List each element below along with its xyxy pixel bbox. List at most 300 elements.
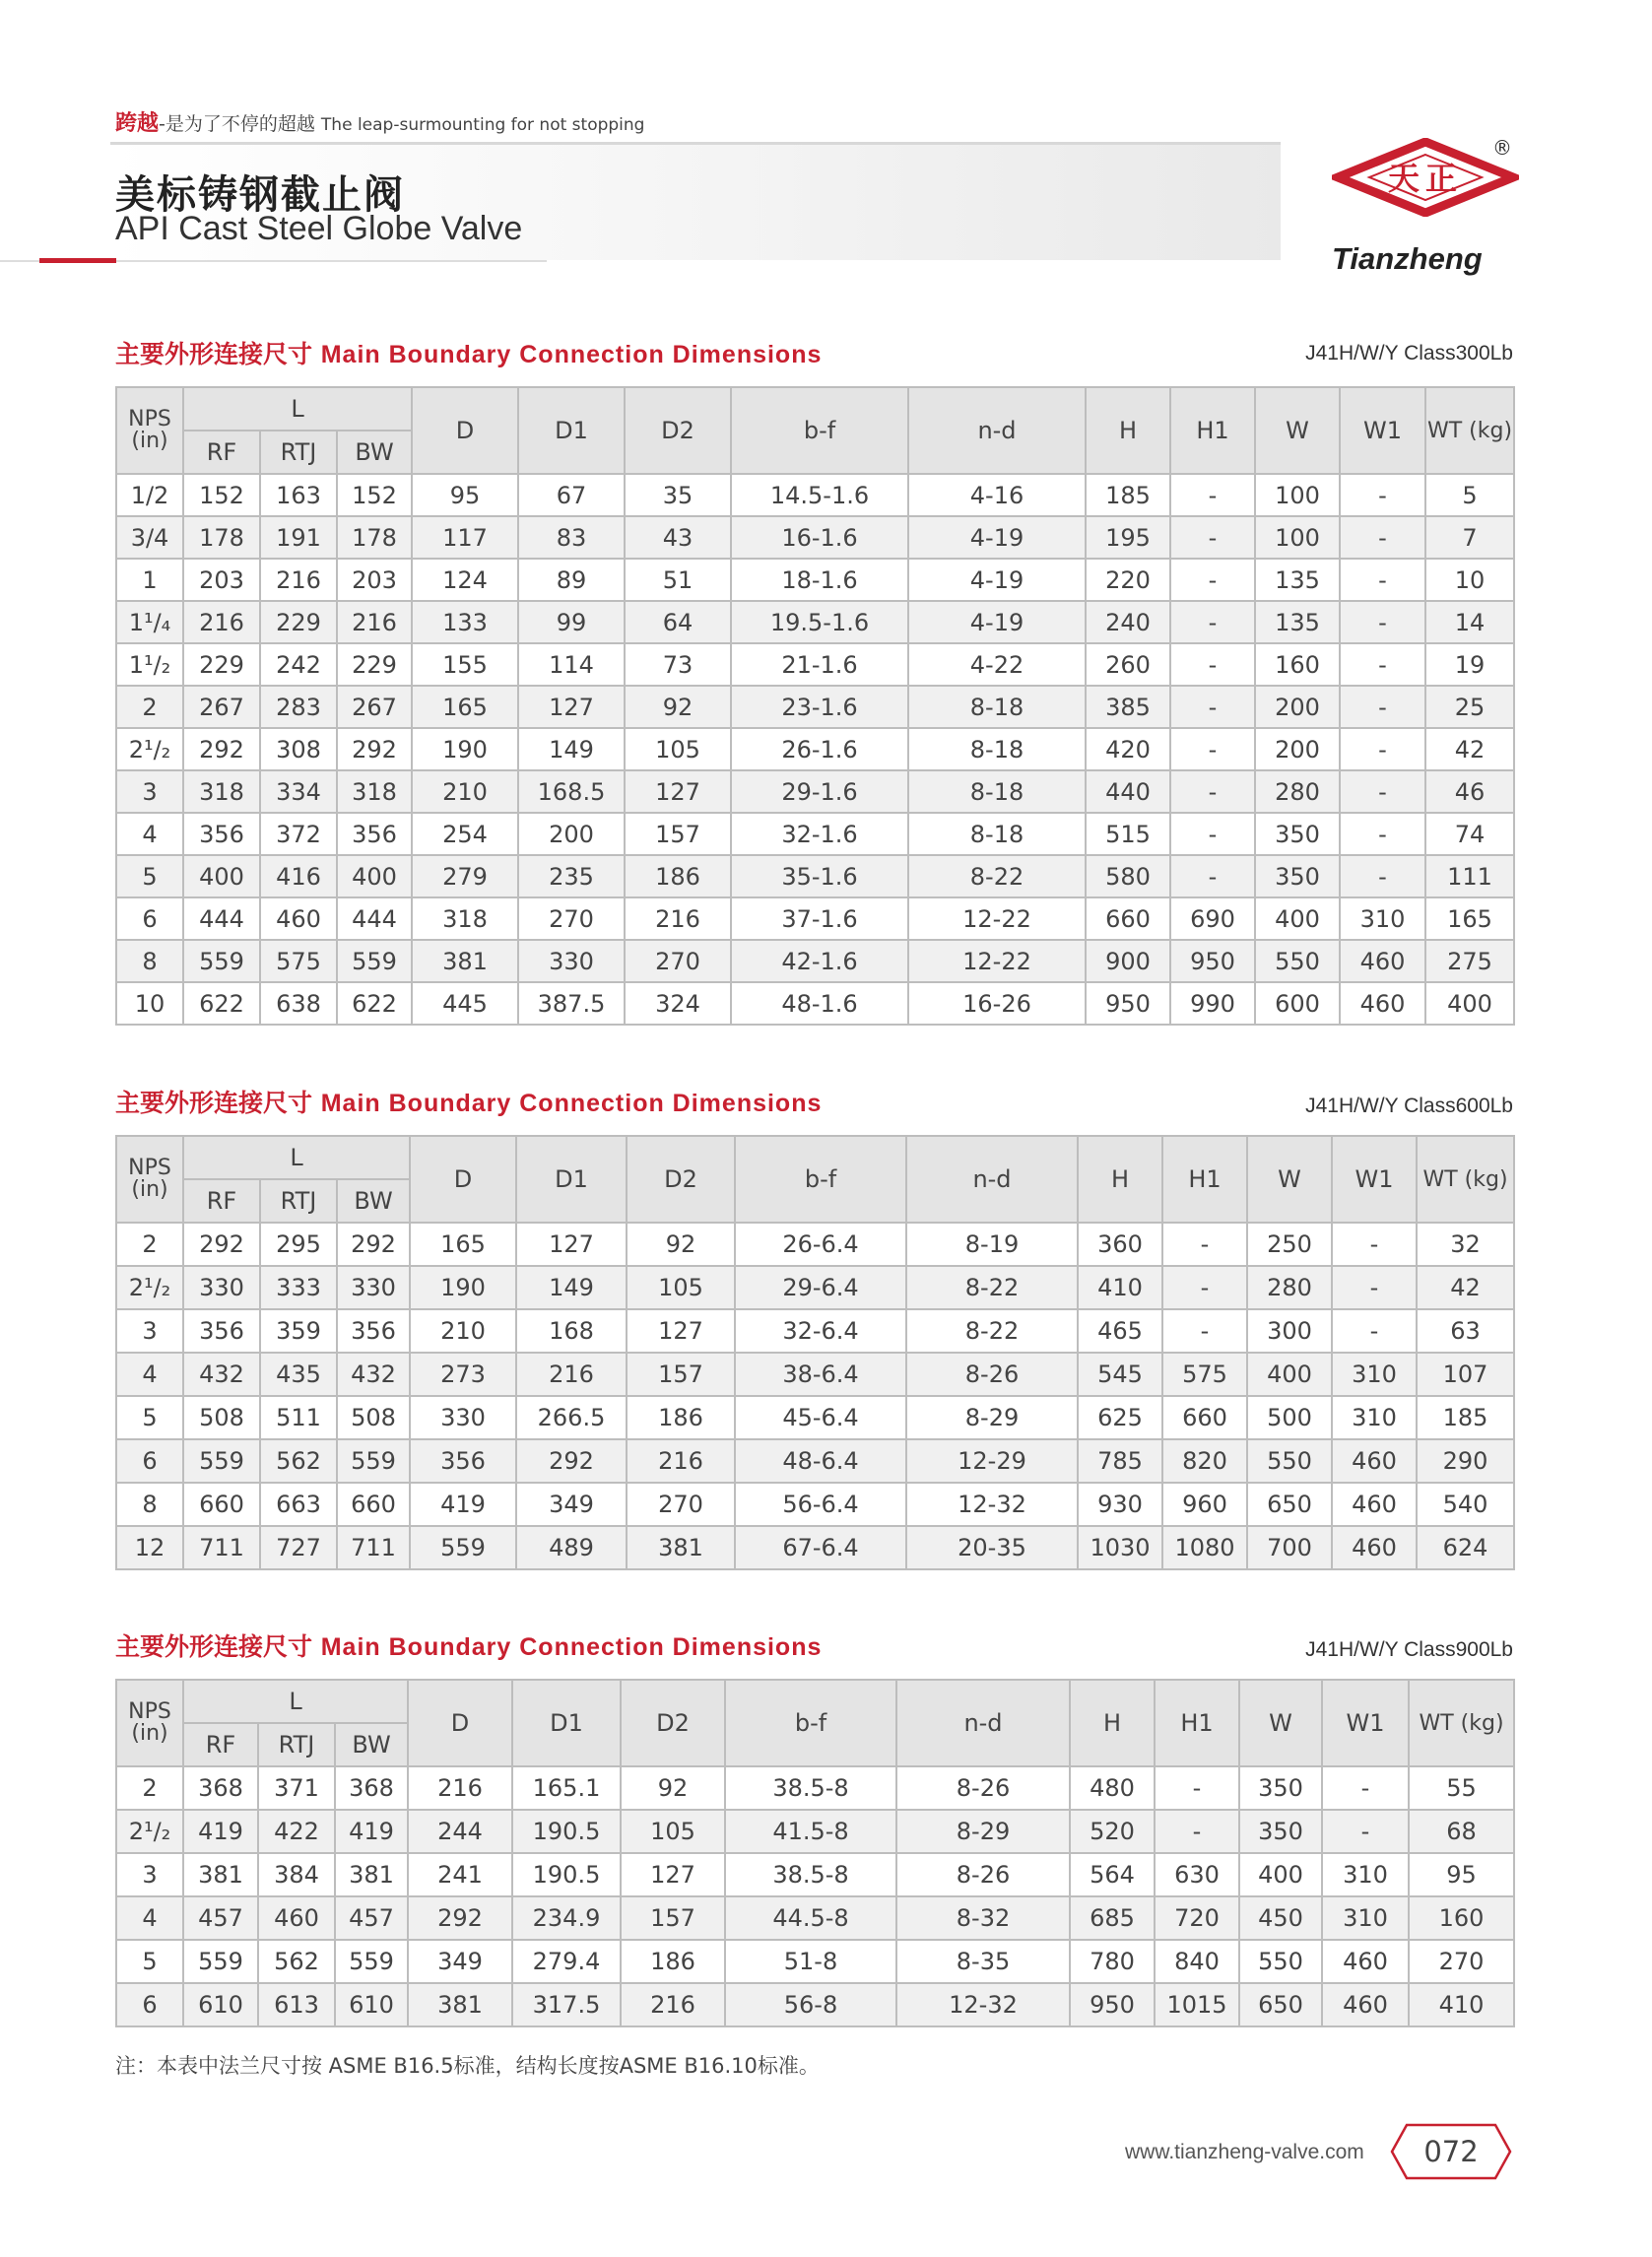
table-cell: 8 [116,940,183,982]
header-sub: RTJ [258,1723,335,1766]
header-col: W [1239,1680,1322,1766]
table-cell: 2¹/₂ [116,1266,183,1309]
table-cell: 820 [1162,1439,1247,1483]
table-row [116,1896,1514,1940]
table-cell: 45-6.4 [735,1396,906,1439]
table-cell: 381 [627,1526,735,1569]
table-cell: 280 [1255,770,1340,813]
table-cell: 3 [116,770,183,813]
table-cell: 1015 [1155,1983,1239,2026]
header-col: D2 [627,1136,735,1223]
table-cell: - [1322,1766,1409,1810]
table-cell: 95 [1409,1853,1514,1896]
table-cell: 12-22 [908,940,1086,982]
table-cell: 360 [1078,1223,1162,1266]
table-header-row [116,1136,1514,1179]
table-cell: 41.5-8 [725,1810,896,1853]
table-cell: 83 [518,516,625,559]
table-cell: 64 [625,601,731,643]
table-cell: 372 [260,813,337,855]
table-cell: 275 [1425,940,1514,982]
header-divider [110,142,1281,145]
table-cell: 489 [516,1526,627,1569]
table-cell: 559 [335,1940,408,1983]
table-cell: 279.4 [512,1940,621,1983]
table-cell: 48-6.4 [735,1439,906,1483]
header-col: W [1255,387,1340,474]
table-cell: 460 [1340,940,1425,982]
table-cell: 7 [1425,516,1514,559]
table-cell: 266.5 [516,1396,627,1439]
table-cell: 727 [260,1526,337,1569]
table-cell: 685 [1070,1896,1155,1940]
header-col: WT (kg) [1417,1136,1514,1223]
table-row [116,1526,1514,1569]
table-cell: 8-19 [906,1223,1078,1266]
table-cell: - [1340,728,1425,770]
table-cell: 127 [621,1853,725,1896]
table-cell: 2¹/₂ [116,1810,183,1853]
table-cell: 270 [625,940,731,982]
table-cell: 210 [410,1309,516,1353]
table-cell: 200 [518,813,625,855]
table-row [116,1983,1514,2026]
table-cell: 460 [1340,982,1425,1025]
table-cell: 465 [1078,1309,1162,1353]
table-cell: 317.5 [512,1983,621,2026]
table-cell: 127 [627,1309,735,1353]
table-cell: 400 [337,855,412,897]
table-cell: - [1155,1766,1239,1810]
table-cell: 8-22 [908,855,1086,897]
table-cell: 216 [625,897,731,940]
page-title-cn: 美标铸钢截止阀 [115,172,405,218]
table-cell: 165 [410,1223,516,1266]
table-cell: - [1332,1266,1417,1309]
table-cell: 330 [337,1266,410,1309]
table-cell: 56-6.4 [735,1483,906,1526]
table-cell: 185 [1086,474,1170,516]
table-cell: 165 [1425,897,1514,940]
table-cell: 12-29 [906,1439,1078,1483]
section-title-cn: 主要外形连接尺寸 [115,1632,313,1661]
header-col: W1 [1322,1680,1409,1766]
table-cell: 511 [260,1396,337,1439]
table-cell: 318 [337,770,412,813]
table-cell: 318 [183,770,260,813]
table-row [116,516,1514,559]
table-cell: 1/2 [116,474,183,516]
table-cell: 432 [183,1353,260,1396]
table-cell: 508 [183,1396,260,1439]
header-nps-label: NPS [128,407,171,431]
table-cell: - [1340,813,1425,855]
table-cell: 19 [1425,643,1514,686]
section-title-3 [115,1627,822,1663]
table-cell: 419 [183,1810,258,1853]
table-cell: 20-35 [906,1526,1078,1569]
table-cell: 195 [1086,516,1170,559]
table-cell: 220 [1086,559,1170,601]
table-cell: 624 [1417,1526,1514,1569]
table-cell: 8-32 [896,1896,1070,1940]
header-L: L [183,1136,410,1179]
table-cell: 19.5-1.6 [731,601,908,643]
section-title-cn: 主要外形连接尺寸 [115,340,313,368]
table-row [116,770,1514,813]
table-cell: 42 [1417,1266,1514,1309]
table-cell: 610 [183,1983,258,2026]
table-cell: 349 [408,1940,512,1983]
table-cell: 229 [337,643,412,686]
table-cell: 267 [337,686,412,728]
table-cell: 4-22 [908,643,1086,686]
table-cell: 186 [625,855,731,897]
table-cell: 92 [625,686,731,728]
table-cell: 190 [410,1266,516,1309]
table-cell: 155 [412,643,518,686]
table-cell: 359 [260,1309,337,1353]
header-col: H1 [1155,1680,1239,1766]
header-col: W1 [1332,1136,1417,1223]
table-cell: 310 [1340,897,1425,940]
table-cell: 559 [183,1940,258,1983]
header-sub: RF [183,1179,260,1223]
table-cell: 35 [625,474,731,516]
table-cell: 550 [1247,1439,1332,1483]
table-cell: 279 [412,855,518,897]
header-col: n-d [896,1680,1070,1766]
table-cell: 73 [625,643,731,686]
table-cell: 152 [337,474,412,516]
table-cell: 8-18 [908,813,1086,855]
table-cell: 5 [1425,474,1514,516]
table-cell: 950 [1170,940,1255,982]
table-cell: 8-35 [896,1940,1070,1983]
table-cell: 700 [1247,1526,1332,1569]
table-cell: 356 [183,813,260,855]
table-cell: 23-1.6 [731,686,908,728]
table-cell: 32-6.4 [735,1309,906,1353]
table-cell: 210 [412,770,518,813]
header-col: n-d [908,387,1086,474]
table-cell: 55 [1409,1766,1514,1810]
table-cell: 203 [183,559,260,601]
header-col: D [408,1680,512,1766]
logo-wordmark: Tianzheng [1332,241,1483,276]
table-cell: 178 [337,516,412,559]
table-cell: 10 [116,982,183,1025]
table-cell: - [1332,1309,1417,1353]
table-row [116,897,1514,940]
table-cell: 38.5-8 [725,1853,896,1896]
header-col: b-f [735,1136,906,1223]
table-cell: 260 [1086,643,1170,686]
table-cell: 900 [1086,940,1170,982]
dimension-table-class300 [115,386,1515,1026]
table-cell: 600 [1255,982,1340,1025]
table-cell: 6 [116,1983,183,2026]
table-cell: 2 [116,1223,183,1266]
table-row [116,940,1514,982]
table-cell: 300 [1247,1309,1332,1353]
dimension-table-class600 [115,1135,1515,1570]
table-cell: - [1155,1810,1239,1853]
table-cell: 37-1.6 [731,897,908,940]
footnote: 注：本表中法兰尺寸按 ASME B16.5标准，结构长度按ASME B16.10标准。 [115,2054,820,2078]
table-cell: 240 [1086,601,1170,643]
table-cell: 2¹/₂ [116,728,183,770]
table-cell: 930 [1078,1483,1162,1526]
table-cell: 4-19 [908,559,1086,601]
table-cell: 559 [337,1439,410,1483]
table-header-row [116,1680,1514,1723]
table-cell: 114 [518,643,625,686]
header-nps-label: NPS [128,1156,171,1180]
header-sub: BW [337,431,412,474]
table-cell: 564 [1070,1853,1155,1896]
table-cell: 559 [410,1526,516,1569]
table-row [116,982,1514,1025]
table-cell: 610 [335,1983,408,2026]
table-cell: 432 [337,1353,410,1396]
table-cell: 1080 [1162,1526,1247,1569]
header-L: L [183,387,412,431]
table-cell: 5 [116,855,183,897]
table-cell: 14 [1425,601,1514,643]
table-row [116,559,1514,601]
table-cell: 1¹/₂ [116,643,183,686]
model-class900: J41H/W/Y Class900Lb [1305,1638,1513,1661]
table-cell: 416 [260,855,337,897]
registered-mark: ® [1492,136,1512,160]
table-cell: 200 [1255,686,1340,728]
table-cell: 690 [1170,897,1255,940]
table-cell: 371 [258,1766,335,1810]
header-nps-label: NPS [128,1699,171,1724]
table-cell: 308 [260,728,337,770]
table-cell: 550 [1239,1940,1322,1983]
table-cell: 457 [183,1896,258,1940]
table-cell: 460 [1332,1439,1417,1483]
table-cell: 6 [116,897,183,940]
table-cell: 250 [1247,1223,1332,1266]
table-cell: 26-6.4 [735,1223,906,1266]
header-nps-unit: (in) [131,429,168,453]
table-cell: 67-6.4 [735,1526,906,1569]
page-number: 072 [1423,2135,1479,2168]
table-cell: 4-19 [908,601,1086,643]
table-cell: 356 [183,1309,260,1353]
table-cell: 780 [1070,1940,1155,1983]
table-cell: 711 [337,1526,410,1569]
table-cell: - [1340,474,1425,516]
table-cell: 14.5-1.6 [731,474,908,516]
table-cell: - [1170,728,1255,770]
table-cell: 190 [412,728,518,770]
table-cell: 435 [260,1353,337,1396]
table-cell: 575 [1162,1353,1247,1396]
table-cell: 190.5 [512,1853,621,1896]
header-col: b-f [725,1680,896,1766]
table-cell: 711 [183,1526,260,1569]
table-cell: 410 [1078,1266,1162,1309]
table-row [116,1396,1514,1439]
table-cell: 216 [627,1439,735,1483]
website-url: www.tianzheng-valve.com [1125,2141,1364,2163]
table-cell: 400 [1425,982,1514,1025]
table-cell: 381 [408,1983,512,2026]
table-cell: - [1170,855,1255,897]
table-cell: 283 [260,686,337,728]
page-title-en: API Cast Steel Globe Valve [115,210,523,247]
table-cell: 92 [627,1223,735,1266]
table-row [116,643,1514,686]
table-cell: 12-32 [896,1983,1070,2026]
table-cell: 650 [1239,1983,1322,2026]
table-cell: 295 [260,1223,337,1266]
table-cell: 229 [183,643,260,686]
table-cell: 46 [1425,770,1514,813]
table-cell: - [1170,559,1255,601]
table-cell: 292 [516,1439,627,1483]
slogan-keyword: 跨越 [115,111,160,136]
table-cell: 400 [1239,1853,1322,1896]
header-nps-unit: (in) [131,1177,168,1202]
table-cell: 785 [1078,1439,1162,1483]
table-cell: 381 [335,1853,408,1896]
table-cell: 51-8 [725,1940,896,1983]
table-cell: 559 [337,940,412,982]
slogan-cn: -是为了不停的超越 [159,113,315,135]
table-cell: 330 [410,1396,516,1439]
table-row [116,1223,1514,1266]
header-col: H [1070,1680,1155,1766]
table-cell: 8-29 [906,1396,1078,1439]
table-cell: 191 [260,516,337,559]
table-cell: 613 [258,1983,335,2026]
table-cell: - [1322,1810,1409,1853]
table-cell: 350 [1239,1810,1322,1853]
table-row [116,1810,1514,1853]
header-sub: BW [337,1179,410,1223]
table-cell: 422 [258,1810,335,1853]
table-cell: 310 [1332,1396,1417,1439]
table-cell: 29-6.4 [735,1266,906,1309]
table-cell: 8-29 [896,1810,1070,1853]
table-cell: 292 [183,728,260,770]
table-cell: 63 [1417,1309,1514,1353]
table-cell: 149 [516,1266,627,1309]
table-cell: 292 [337,728,412,770]
table-cell: 4 [116,1896,183,1940]
table-cell: 56-8 [725,1983,896,2026]
table-cell: 419 [335,1810,408,1853]
table-cell: 2 [116,686,183,728]
table-cell: 460 [258,1896,335,1940]
header-col: WT (kg) [1425,387,1514,474]
table-cell: 8 [116,1483,183,1526]
table-cell: 660 [183,1483,260,1526]
header-col: D [410,1136,516,1223]
table-cell: - [1332,1223,1417,1266]
table-row [116,1439,1514,1483]
table-cell: 157 [625,813,731,855]
header-L: L [183,1680,408,1723]
table-cell: 51 [625,559,731,601]
table-cell: 74 [1425,813,1514,855]
table-cell: 12-22 [908,897,1086,940]
table-cell: 18-1.6 [731,559,908,601]
table-cell: 460 [1332,1526,1417,1569]
table-cell: 185 [1417,1396,1514,1439]
table-cell: 324 [625,982,731,1025]
table-cell: 273 [410,1353,516,1396]
table-cell: 67 [518,474,625,516]
table-cell: - [1340,643,1425,686]
header-col: H1 [1162,1136,1247,1223]
slogan-en: The leap-surmounting for not stopping [320,115,645,135]
table-cell: - [1170,601,1255,643]
table-cell: 292 [337,1223,410,1266]
table-cell: 160 [1409,1896,1514,1940]
dimension-table-class900 [115,1679,1515,2027]
table-cell: 168 [516,1309,627,1353]
table-cell: 127 [516,1223,627,1266]
table-cell: 12 [116,1526,183,1569]
table-cell: 4 [116,813,183,855]
table-cell: 8-18 [908,728,1086,770]
table-cell: 16-26 [908,982,1086,1025]
table-cell: 241 [408,1853,512,1896]
table-cell: 292 [408,1896,512,1940]
logo-diamond-icon [1332,138,1519,217]
table-cell: 216 [408,1766,512,1810]
header-nps-unit: (in) [131,1721,168,1746]
header-nps [116,1136,183,1223]
table-cell: 950 [1070,1983,1155,2026]
table-cell: 960 [1162,1483,1247,1526]
table-row [116,601,1514,643]
table-row [116,1353,1514,1396]
header-col: D1 [512,1680,621,1766]
table-row [116,1853,1514,1896]
table-cell: 508 [337,1396,410,1439]
table-cell: 100 [1255,516,1340,559]
header-nps [116,1680,183,1766]
table-cell: 6 [116,1439,183,1483]
table-cell: 10 [1425,559,1514,601]
table-cell: 1 [116,559,183,601]
table-cell: - [1170,770,1255,813]
table-cell: 660 [337,1483,410,1526]
header-accent-bar [39,258,116,263]
table-cell: 292 [183,1223,260,1266]
table-cell: 840 [1155,1940,1239,1983]
table-cell: 111 [1425,855,1514,897]
table-cell: 575 [260,940,337,982]
table-cell: 330 [183,1266,260,1309]
table-cell: - [1340,601,1425,643]
section-title-en: Main Boundary Connection Dimensions [320,341,823,368]
table-cell: 384 [258,1853,335,1896]
table-cell: 12-32 [906,1483,1078,1526]
table-cell: 267 [183,686,260,728]
table-row [116,1266,1514,1309]
table-cell: - [1162,1309,1247,1353]
table-cell: 330 [518,940,625,982]
table-cell: 216 [516,1353,627,1396]
